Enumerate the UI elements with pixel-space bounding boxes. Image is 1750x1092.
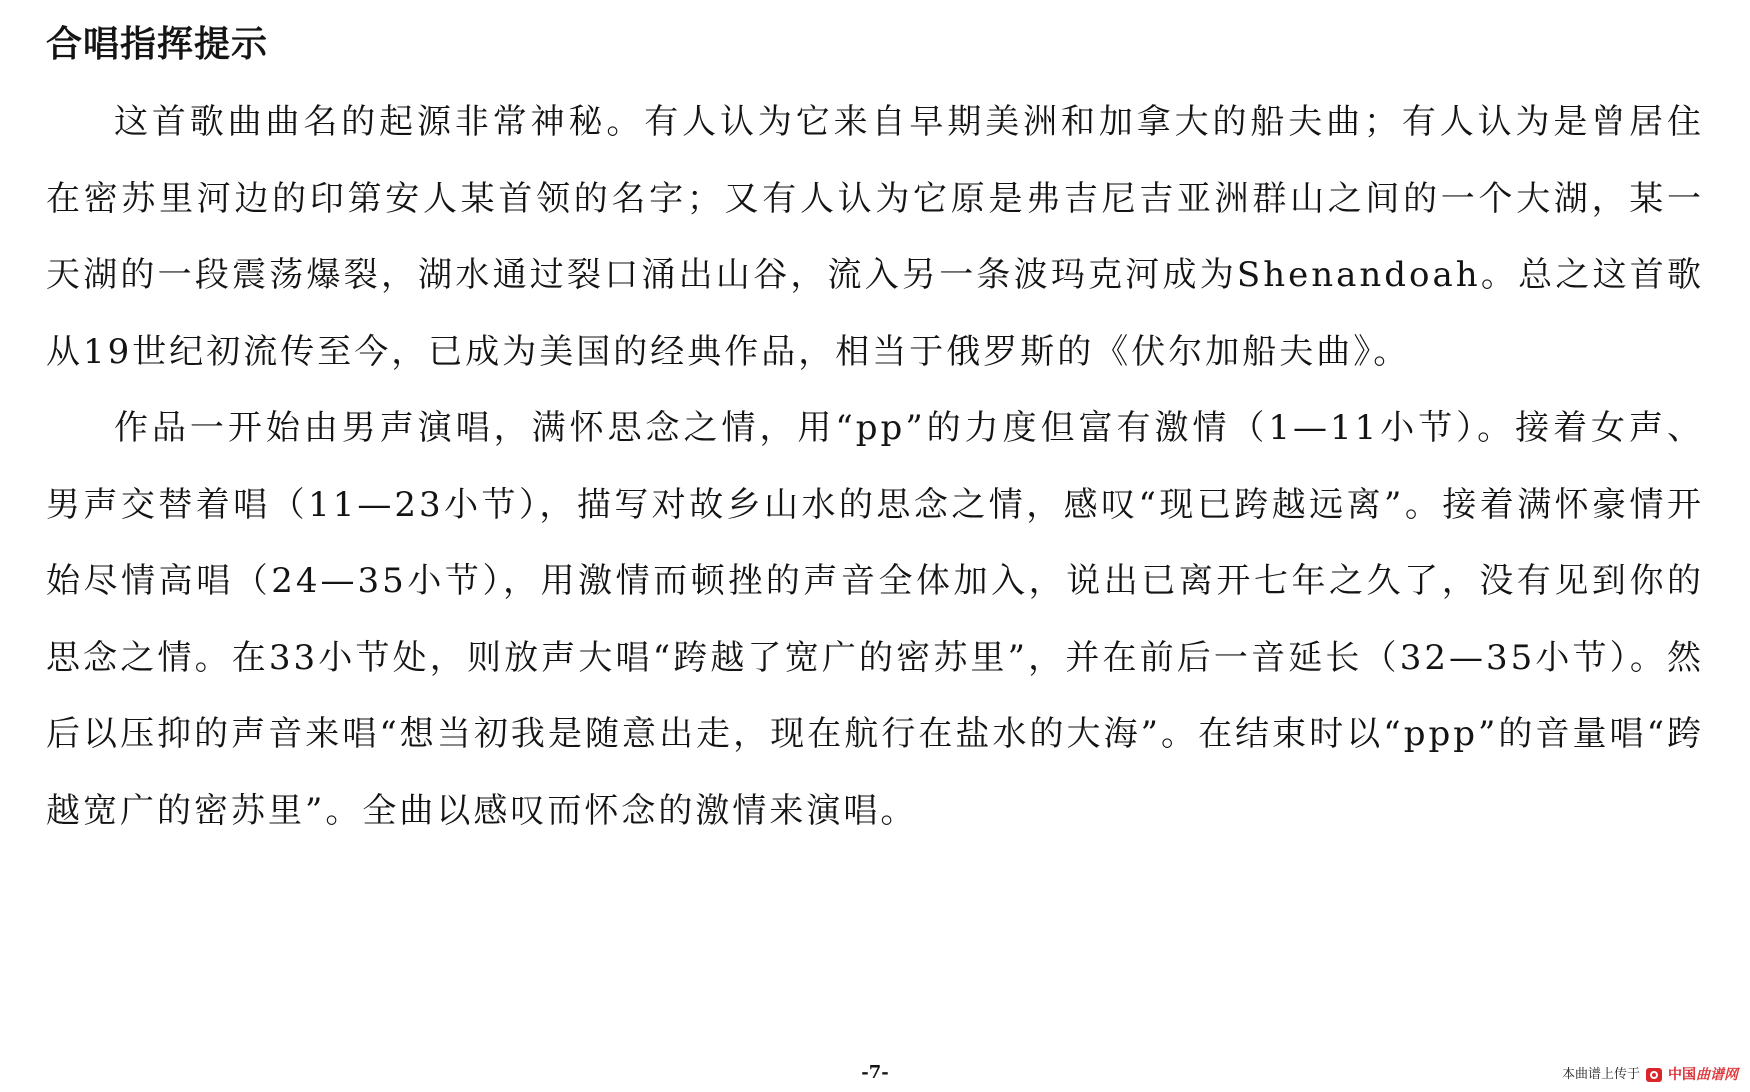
upload-footer: [1562, 1066, 1738, 1084]
section-heading: 合唱指挥提示: [46, 24, 269, 65]
site-logo-text: [1668, 1066, 1738, 1084]
page-number: -7-: [861, 1062, 889, 1083]
paragraph-performance: 作品一开始由男声演唱，满怀思念之情，用“pp”的力度但富有激情（1—11小节）。接着女声、男声交替着唱（11—23小节），描写对故乡山水的思念之情，感叹“现已跨越远离”。接着满怀豪情开始尽情高唱（24—35小节），用激情而顿挫的声音全体加入，说出已离开七年之久了，没有见到你的思念之情。在33小节处，则放声大唱“跨越了宽广的密苏里”，并在前后一音延长（32—35小节）。然后以压抑的声音来唱“想当初我是随意出走，现在航行在盐水的大海”。在结束时以“ppp”的音量唱“跨越宽广的密苏里”。全曲以感叹而怀念的激情来演唱。: [46, 408, 1704, 831]
body-text: [46, 84, 1704, 849]
upload-note: 本曲谱上传于: [1561, 1067, 1640, 1082]
site-name-main: 中国: [1668, 1067, 1696, 1083]
site-name-accent: 曲谱网: [1696, 1067, 1738, 1083]
paragraph-origin: 这首歌曲曲名的起源非常神秘。有人认为它来自早期美洲和加拿大的船夫曲；有人认为是曾居住在密苏里河边的印第安人某首领的名字；又有人认为它原是弗吉尼吉亚洲群山之间的一个大湖，某一天湖的一段震荡爆裂，湖水通过裂口涌出山谷，流入另一条波玛克河成为Shenandoah。总之这首歌从19世纪初流传至今，已成为美国的经典作品，相当于俄罗斯的《伏尔加船夫曲》。: [46, 102, 1704, 372]
site-logo-icon: [1646, 1068, 1662, 1082]
